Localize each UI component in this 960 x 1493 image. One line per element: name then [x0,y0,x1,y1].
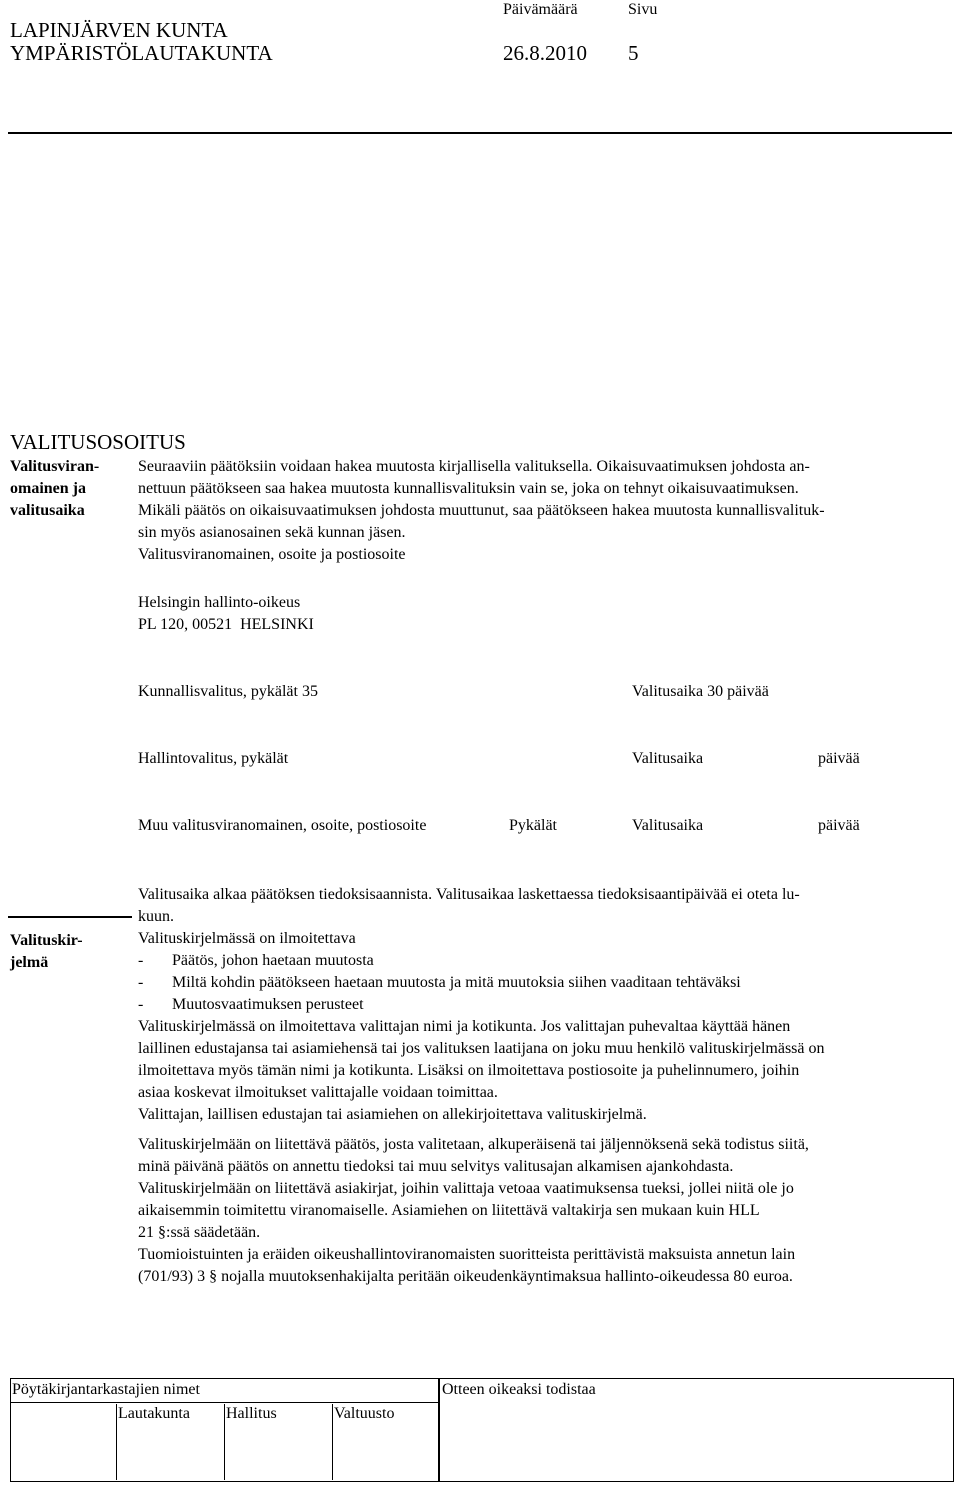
item-dash: - [138,974,144,991]
list-item [138,972,953,994]
text-line: aikaisemmin toimitettu viranomaiselle. Asiamiehen on liitettävä valtakirja sen mukaan kuin HLL [138,1202,760,1219]
appeal-letter-divider [8,916,132,918]
admin-appeal-label: Hallintovalitus, pykälät [138,750,289,767]
text-line: sin myös asianosainen sekä kunnan jäsen. [138,524,406,541]
item-text: Muutosvaatimuksen perusteet [172,996,364,1013]
body-valtuusto: Valtuusto [334,1405,395,1422]
must-state-line: Valituskirjelmässä on ilmoitettava [138,930,356,947]
attachments-paragraph [138,1134,953,1288]
other-authority-sections: Pykälät [509,817,557,834]
reviewers-label: Pöytäkirjantarkastajien nimet [12,1381,200,1398]
side-label-line: valitusaika [10,502,85,519]
text-line: asiaa koskevat ilmoitukset valittajalle voidaan toimittaa. [138,1084,498,1101]
appeal-intro-paragraph [138,456,953,566]
side-label-line: Valituskir- [10,932,83,949]
text-line: 21 §:ssä säädetään. [138,1224,261,1241]
signature-requirement: Valittajan, laillisen edustajan tai asiamiehen on allekirjoitettava valituskirjelmä. [138,1106,647,1123]
text-line: kuun. [138,908,174,925]
municipal-appeal-period: Valitusaika 30 päivää [632,683,769,700]
court-block [138,592,953,636]
footer-column-divider [224,1404,225,1480]
section-title: VALITUSOSOITUS [10,430,186,454]
copy-certification-label: Otteen oikeaksi todistaa [442,1381,596,1398]
other-authority-days: päivää [818,817,860,834]
list-item [138,950,953,972]
page-label: Sivu [628,1,658,18]
text-line: laillinen edustajansa tai asiamiehensä tai jos valituksen laatijana on joku muu henkilö valituskirjelmässä on [138,1040,825,1057]
admin-appeal-period-label: Valitusaika [632,750,704,767]
court-address: PL 120, 00521 HELSINKI [138,616,314,633]
text-line: ilmoitettava myös tämän nimi ja kotikunta. Lisäksi on ilmoitettava postiosoite ja puhelinnumero, joihin [138,1062,800,1079]
text-line: nettuun päätökseen saa hakea muutosta kunnallisvalituksin vain se, joka on tehnyt oikaisuvaatimuksen. [138,480,799,497]
other-authority-label: Muu valitusviranomainen, osoite, postiosoite [138,817,427,834]
item-text: Miltä kohdin päätökseen haetaan muutosta ja mitä muutoksia siihen vaaditaan tehtäväksi [172,974,741,991]
side-label-line: jelmä [10,954,49,971]
footer-column-divider [116,1404,117,1480]
appeal-letter-content [138,928,953,1126]
item-dash: - [138,996,144,1013]
text-line: (701/93) 3 § nojalla muutoksenhakijalta peritään oikeudenkäyntimaksua hallinto-oikeudessa 80 euroa. [138,1268,793,1285]
footer-row-divider [10,1402,438,1403]
item-dash: - [138,952,144,969]
appeal-period-text [138,884,953,928]
text-line: Mikäli päätös on oikaisuvaatimuksen johdosta muuttunut, saa päätökseen hakea muutosta kunnallisvalituk- [138,502,825,519]
body-lautakunta: Lautakunta [118,1405,190,1422]
municipal-appeal-label: Kunnallisvalitus, pykälät 35 [138,683,318,700]
date-label: Päivämäärä [503,1,578,18]
page-number: 5 [628,41,639,65]
other-authority-period-label: Valitusaika [632,817,704,834]
body-hallitus: Hallitus [226,1405,277,1422]
header-divider [8,132,952,134]
item-text: Päätös, johon haetaan muutosta [172,952,374,969]
text-line: Seuraaviin päätöksiin voidaan hakea muutosta kirjallisella valituksella. Oikaisuvaatimuksen johdosta an- [138,458,810,475]
text-line: Valitusaika alkaa päätöksen tiedoksisaannista. Valitusaikaa laskettaessa tiedoksisaantipäivää ei oteta lu- [138,886,800,903]
footer-column-divider [332,1404,333,1480]
date-value: 26.8.2010 [503,41,587,65]
text-line: Valituskirjelmään on liitettävä asiakirjat, joihin valittaja vetoaa vaatimuksensa tueksi, jollei niitä ole jo [138,1180,794,1197]
organization-name: LAPINJÄRVEN KUNTA [10,18,228,42]
side-label-line: omainen ja [10,480,86,497]
admin-appeal-days: päivää [818,750,860,767]
text-line: Valituskirjelmään on liitettävä päätös, josta valitetaan, alkuperäisenä tai jäljennöksenä sekä todistus siitä, [138,1136,809,1153]
text-line: Valituskirjelmässä on ilmoitettava valittajan nimi ja kotikunta. Jos valittajan puhevaltaa käyttää hänen [138,1018,791,1035]
text-line: minä päivänä päätös on annettu tiedoksi tai muu selvitys valitusajan alkamisen ajankohdasta. [138,1158,734,1175]
text-line: Tuomioistuinten ja eräiden oikeushallintoviranomaisten suoritteista perittävistä maksuista annetun lain [138,1246,796,1263]
list-item [138,994,953,1016]
text-line: Valitusviranomainen, osoite ja postiosoite [138,546,406,563]
appeal-authority-side-label [10,456,99,522]
side-label-line: Valitusviran- [10,458,100,475]
committee-name: YMPÄRISTÖLAUTAKUNTA [10,41,273,65]
appeal-letter-side-label [10,930,83,974]
court-name: Helsingin hallinto-oikeus [138,594,301,611]
